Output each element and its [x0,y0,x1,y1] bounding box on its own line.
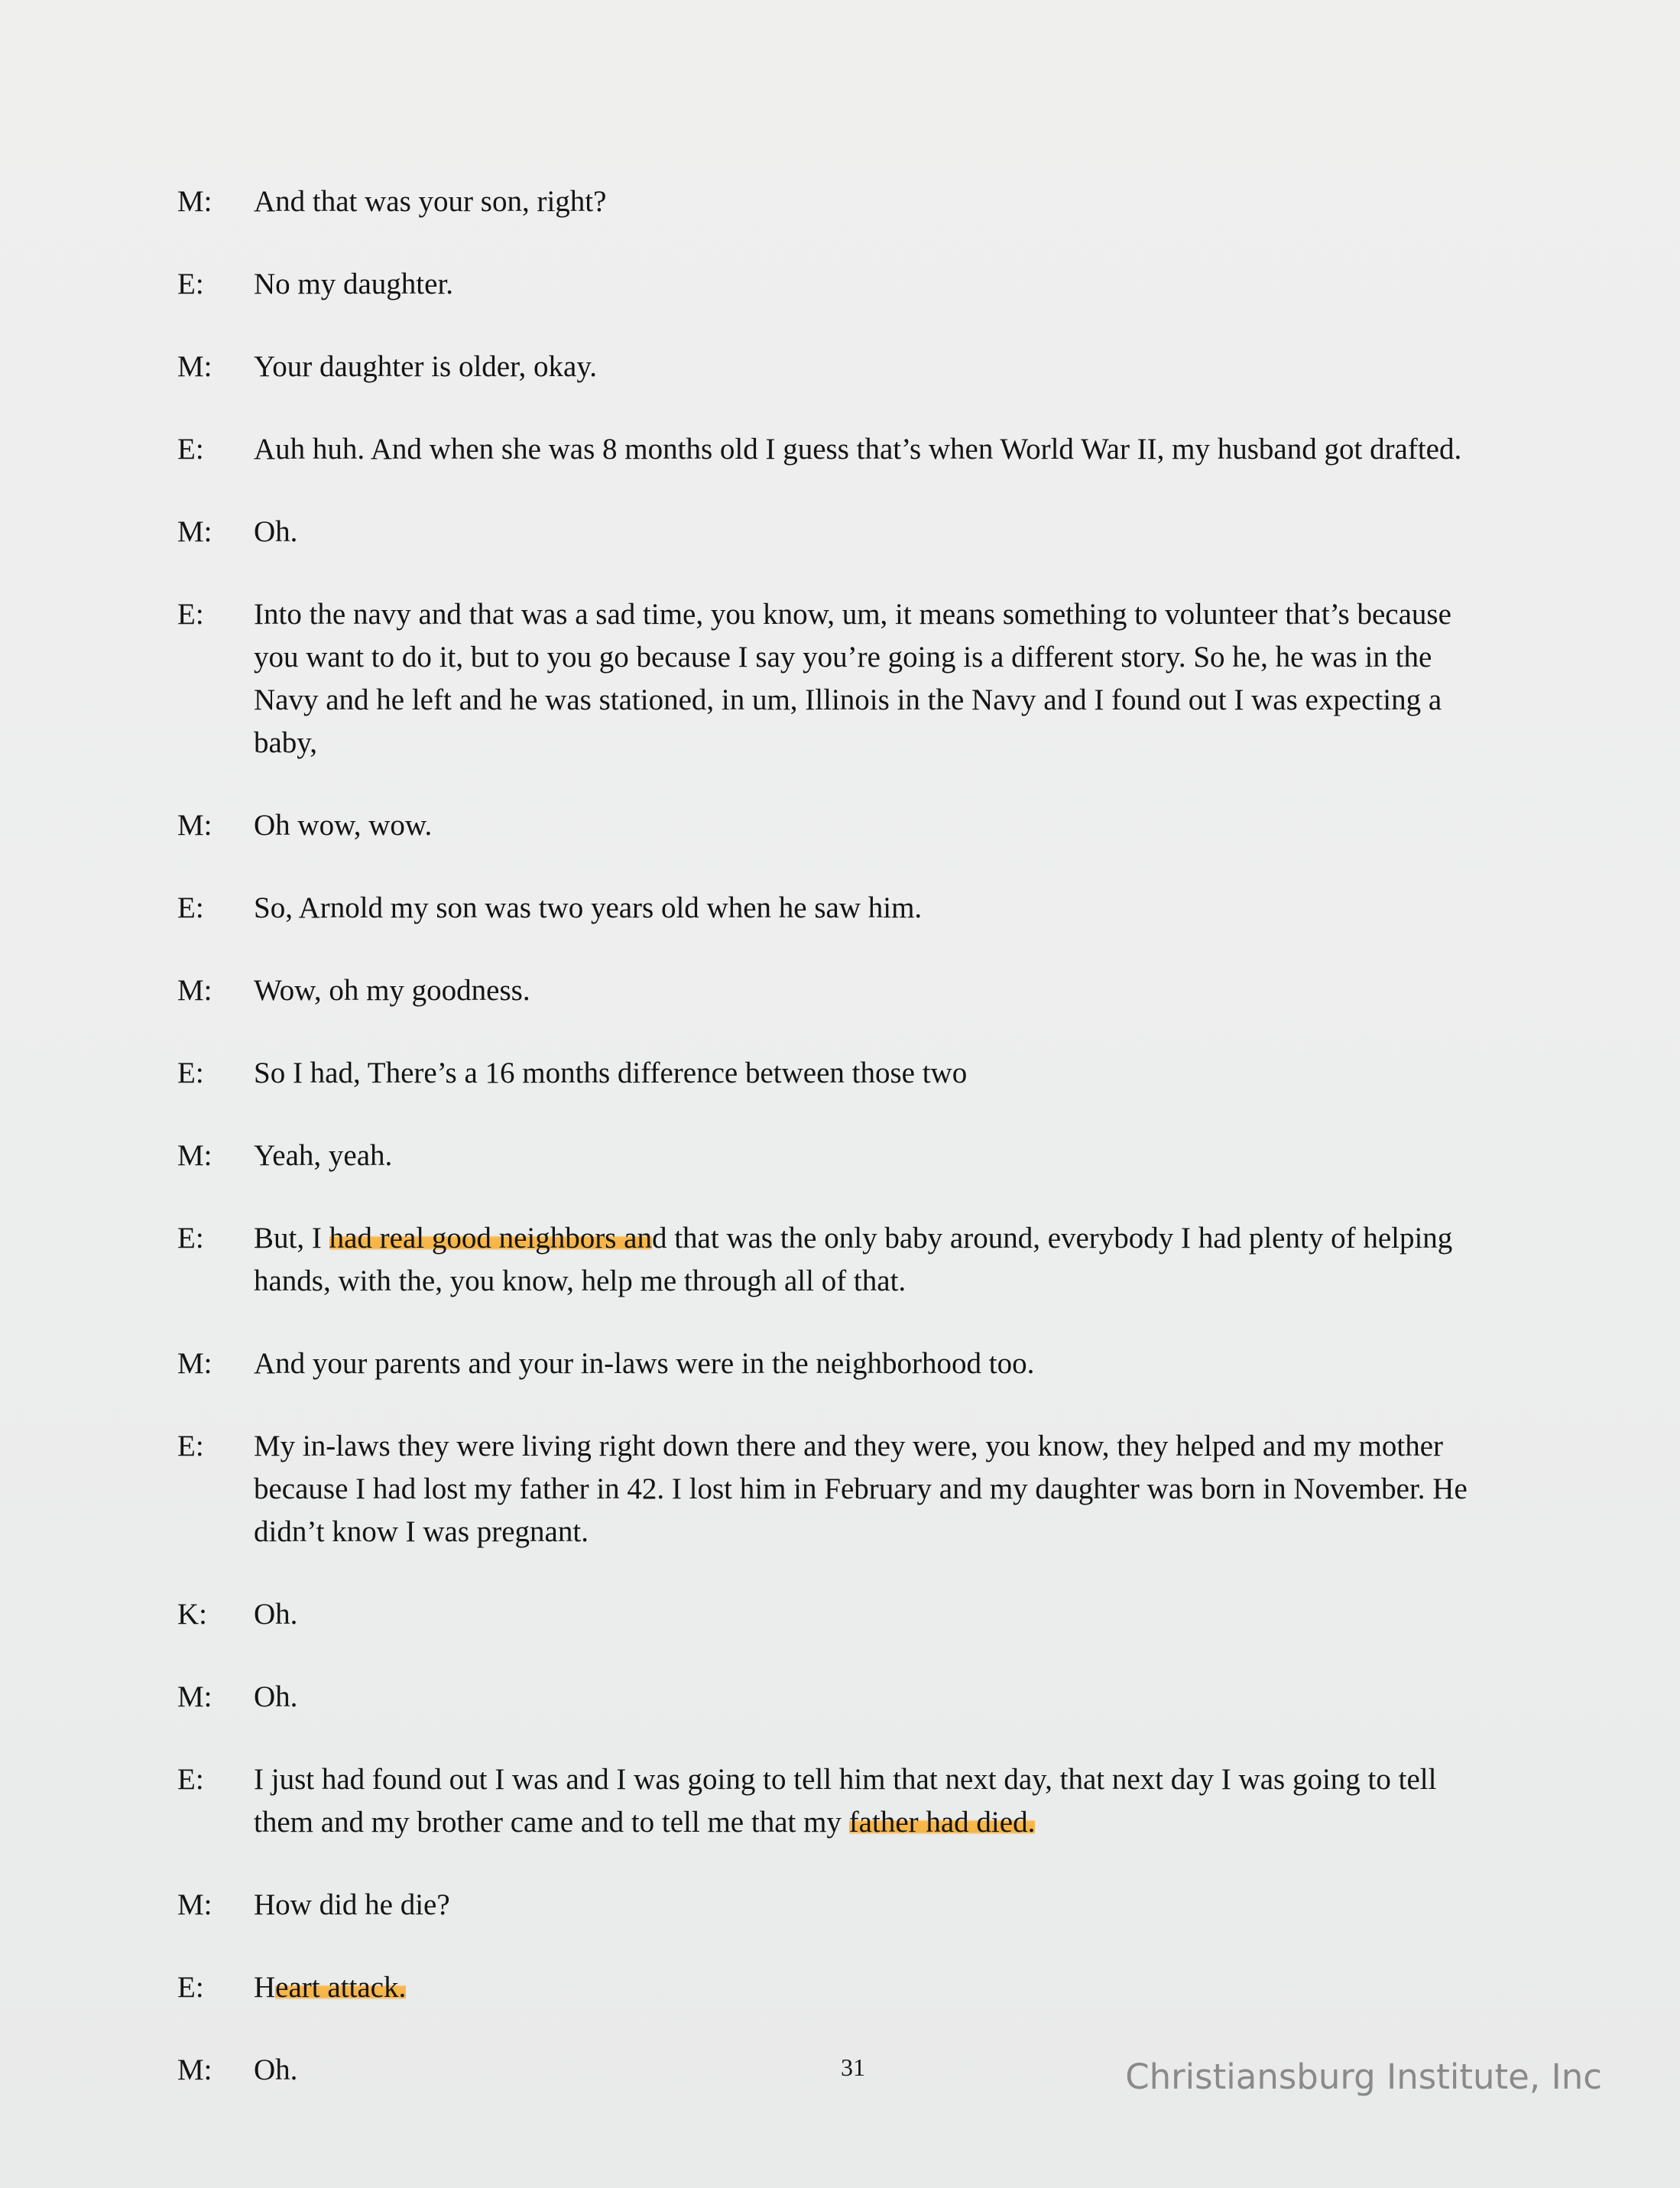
transcript [177,180,1492,2131]
transcript-entry [177,1052,1492,1095]
highlighted-text: had real good neighbors an [329,1222,652,1255]
speaker-label: E: [177,598,204,631]
transcript-entry [177,428,1492,471]
speaker-label: M: [177,1680,212,1713]
transcript-entry [177,593,1492,765]
dialogue-text: So, Arnold my son was two years old when he saw him. [254,891,923,924]
dialogue-text: So I had, There’s a 16 months difference between those two [254,1057,968,1089]
page-number: 31 [841,2053,865,2081]
speaker-label: M: [177,974,212,1007]
highlighted-text: eart attack. [275,1971,407,2004]
speaker-label: M: [177,515,212,548]
text-before-highlight: H [254,1971,276,2004]
speaker-label: M: [177,2053,212,2086]
speaker-label: M: [177,350,212,383]
dialogue-text: Oh. [254,1680,298,1713]
dialogue-text: And that was your son, right? [254,185,607,218]
speaker-label: E: [177,268,204,300]
dialogue-text: Oh. [254,1598,298,1631]
dialogue-text: Oh. [254,2053,298,2086]
transcript-entry [177,804,1492,847]
dialogue-text: And your parents and your in-laws were in the neighborhood too. [254,1347,1035,1380]
dialogue-text: Wow, oh my goodness. [254,974,530,1007]
text-before-highlight: I just had found out I was and I was going to tell him that next day, that next day I was going to tell them and my brother came and to tell me that my [254,1763,1437,1839]
transcript-entry [177,263,1492,306]
speaker-label: K: [177,1598,207,1631]
speaker-label: E: [177,1971,204,2004]
dialogue-text: No my daughter. [254,268,454,300]
speaker-label: E: [177,433,204,466]
speaker-label: E: [177,1057,204,1089]
speaker-label: E: [177,1222,204,1255]
transcript-entry [177,346,1492,388]
transcript-entry [177,1425,1492,1553]
dialogue-text: My in-laws they were living right down there and they were, you know, they helped and my mother because I had lost my father in 42. I lost him in February and my daughter was born in November. He didn’t know I was pregnant. [254,1430,1468,1548]
transcript-entry [177,887,1492,930]
speaker-label: M: [177,809,212,842]
dialogue-text [254,1758,1492,1844]
transcript-entry [177,1135,1492,1177]
transcript-entry [177,1884,1492,1927]
transcript-entry [177,1758,1492,1844]
transcript-entry [177,1593,1492,1636]
speaker-label: M: [177,1888,212,1921]
dialogue-text: Into the navy and that was a sad time, you know, um, it means something to volunteer that’s because you want to do it, but to you go because I say you’re going is a different story. So he, he was in the Navy and he left and he was stationed, in um, Illinois in the Navy and I found out I was expecting a baby, [254,598,1451,759]
speaker-label: M: [177,1139,212,1172]
dialogue-text: Your daughter is older, okay. [254,350,598,383]
dialogue-text: Oh. [254,515,298,548]
dialogue-text [254,1217,1492,1303]
transcript-entry [177,969,1492,1012]
highlighted-text: father had died. [848,1806,1036,1839]
speaker-label: E: [177,1763,204,1796]
speaker-label: M: [177,185,212,218]
dialogue-text: Oh wow, wow. [254,809,433,842]
text-before-highlight: But, I [254,1222,329,1255]
dialogue-text: Auh huh. And when she was 8 months old I guess that’s when World War II, my husband got drafted. [254,433,1462,466]
text-after-highlight: d that was the only baby around, everybody I had plenty of helping hands, with the, you know, help me through all of that. [254,1222,1453,1297]
transcript-entry [177,1217,1492,1303]
dialogue-text [254,1966,1492,2009]
transcript-entry [177,1966,1492,2009]
speaker-label: M: [177,1347,212,1380]
speaker-label: E: [177,891,204,924]
dialogue-text: Yeah, yeah. [254,1139,393,1172]
transcript-entry [177,511,1492,553]
transcript-entry [177,1342,1492,1385]
transcript-entry [177,1676,1492,1719]
speaker-label: E: [177,1430,204,1462]
dialogue-text: How did he die? [254,1888,450,1921]
watermark: Christiansburg Institute, Inc [1125,2057,1602,2097]
transcript-entry [177,180,1492,223]
